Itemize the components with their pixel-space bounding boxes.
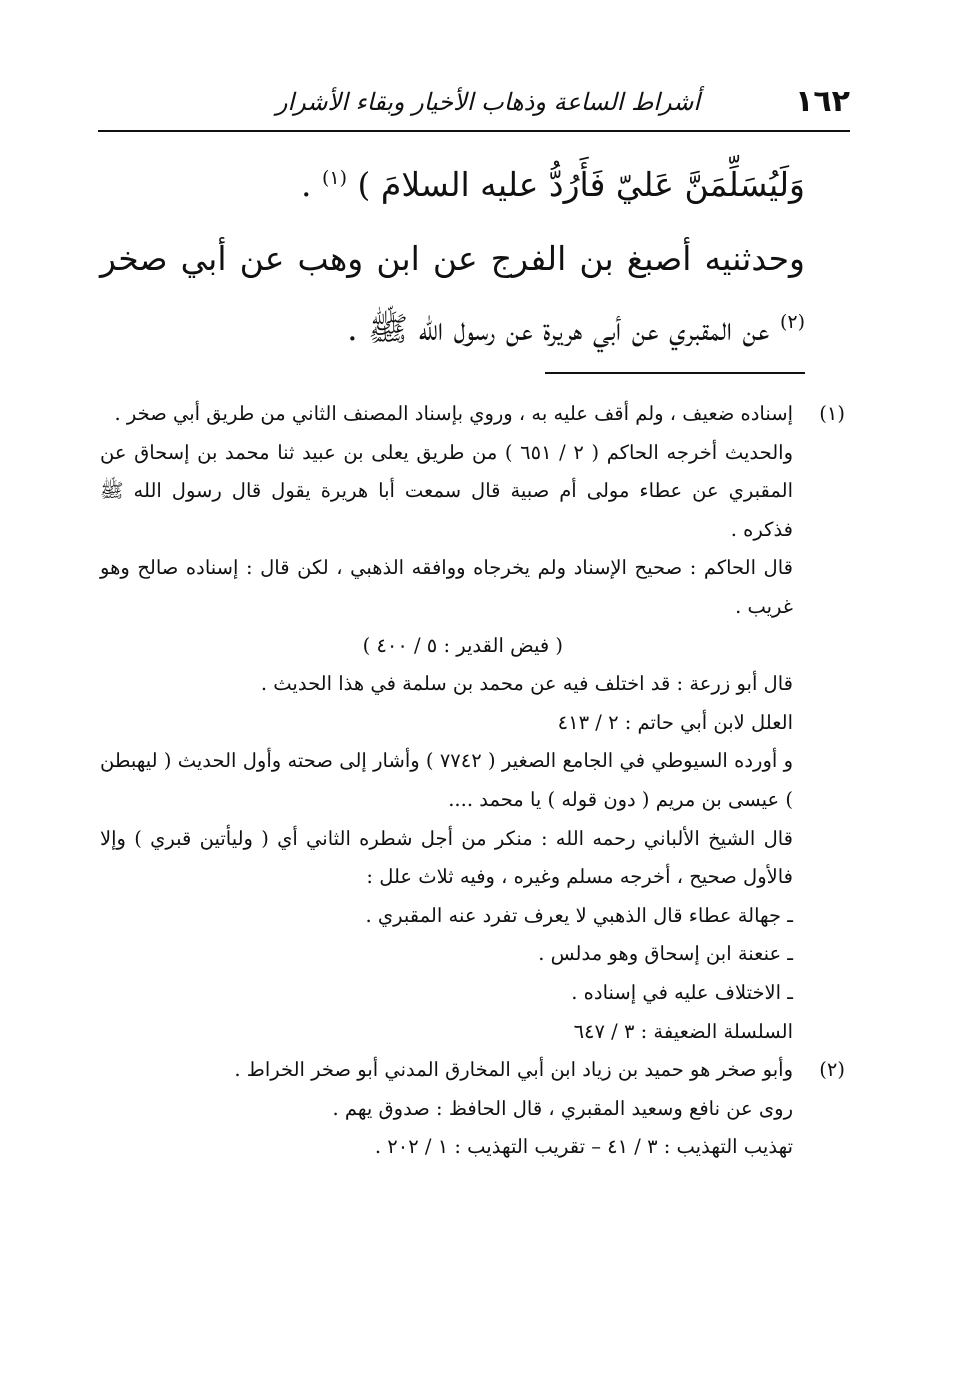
footnote-2-line: وأبو صخر هو حميد بن زياد ابن أبي المخارق المدني أبو صخر الخراط . (234, 1058, 793, 1082)
footnote-ref-1: (١) (321, 167, 348, 189)
footnote-2 (100, 1051, 845, 1167)
main-line-2a: وحدثنيه أصبغ بن الفرج عن ابن وهب عن أبي صخر (100, 239, 805, 278)
footnote-1-line: العلل لابن أبي حاتم : ٢ / ٤١٣ (557, 710, 793, 734)
main-line-1-text: وَلَيُسَلِّمَنَّ عَليّ فَأَرُدُّ عليه السلامَ ) (357, 165, 805, 204)
footnote-separator (545, 372, 805, 374)
footnote-1-line: قال الشيخ الألباني رحمه الله : منكر من أجل شطره الثاني أي ( وليأتين قبري ) وإلا فالأول صحيح ، أخرجه مسلم وغيره ، وفيه ثلاث علل : (100, 826, 793, 889)
footnote-2-number: (٢) (819, 1058, 845, 1082)
page-header (98, 82, 850, 128)
footnote-1-line: ( فيض القدير : ٥ / ٤٠٠ ) (362, 633, 563, 657)
header-rule (98, 130, 850, 132)
main-line-2b: عن المقبري عن أبي هريرة عن رسول الله ﷺ . (347, 309, 780, 348)
main-paragraph-2 (100, 224, 805, 364)
footnote-1-line: قال الحاكم : صحيح الإسناد ولم يخرجاه ووافقه الذهبي ، لكن قال : إسناده صالح وهو غريب . (100, 556, 793, 618)
footnote-1-line: السلسلة الضعيفة : ٣ / ٦٤٧ (573, 1019, 793, 1043)
main-line-1-end: . (300, 165, 322, 204)
footnote-ref-2: (٢) (779, 311, 805, 333)
footnote-1-line: و أورده السيوطي في الجامع الصغير ( ٧٧٤٢ ) وأشار إلى صحته وأول الحديث ( ليهبطن ) عيسى بن مريم ( دون قوله ) يا محمد .... (100, 749, 793, 811)
footnote-1-line: ـ الاختلاف عليه في إسناده . (571, 980, 793, 1004)
page-number: ١٦٢ (795, 84, 850, 119)
footnote-1-line: ـ عنعنة ابن إسحاق وهو مدلس . (538, 942, 793, 966)
footnote-1-line: إسناده ضعيف ، ولم أقف عليه به ، وروي بإسناد المصنف الثاني من طريق أبي صخر . (114, 402, 793, 425)
footnote-2-body (100, 1051, 793, 1167)
footnote-1-line: ـ جهالة عطاء قال الذهبي لا يعرف تفرد عنه المقبري . (365, 903, 793, 927)
footnote-2-line: تهذيب التهذيب : ٣ / ٤١ – تقريب التهذيب : ١ / ٢٠٢ . (374, 1135, 793, 1159)
footnote-2-line: روى عن نافع وسعيد المقبري ، قال الحافظ : صدوق يهم . (332, 1096, 793, 1120)
footnote-1-number: (١) (819, 402, 845, 425)
footnote-1-body (100, 395, 793, 1051)
main-text (100, 150, 805, 364)
footnote-1 (100, 395, 845, 1051)
footnotes (100, 395, 845, 1167)
footnote-1-line: والحديث أخرجه الحاكم ( ٢ / ٦٥١ ) من طريق يعلى بن عبيد ثنا محمد بن إسحاق عن المقبري عن عطاء مولى أم صبية قال سمعت أبا هريرة يقول قال رسول الله ﷺ فذكره . (100, 440, 793, 541)
footnote-1-line: قال أبو زرعة : قد اختلف فيه عن محمد بن سلمة في هذا الحديث . (260, 672, 793, 696)
running-title: أشراط الساعة وذهاب الأخيار وبقاء الأشرار (275, 88, 700, 116)
main-line-1 (100, 150, 805, 220)
